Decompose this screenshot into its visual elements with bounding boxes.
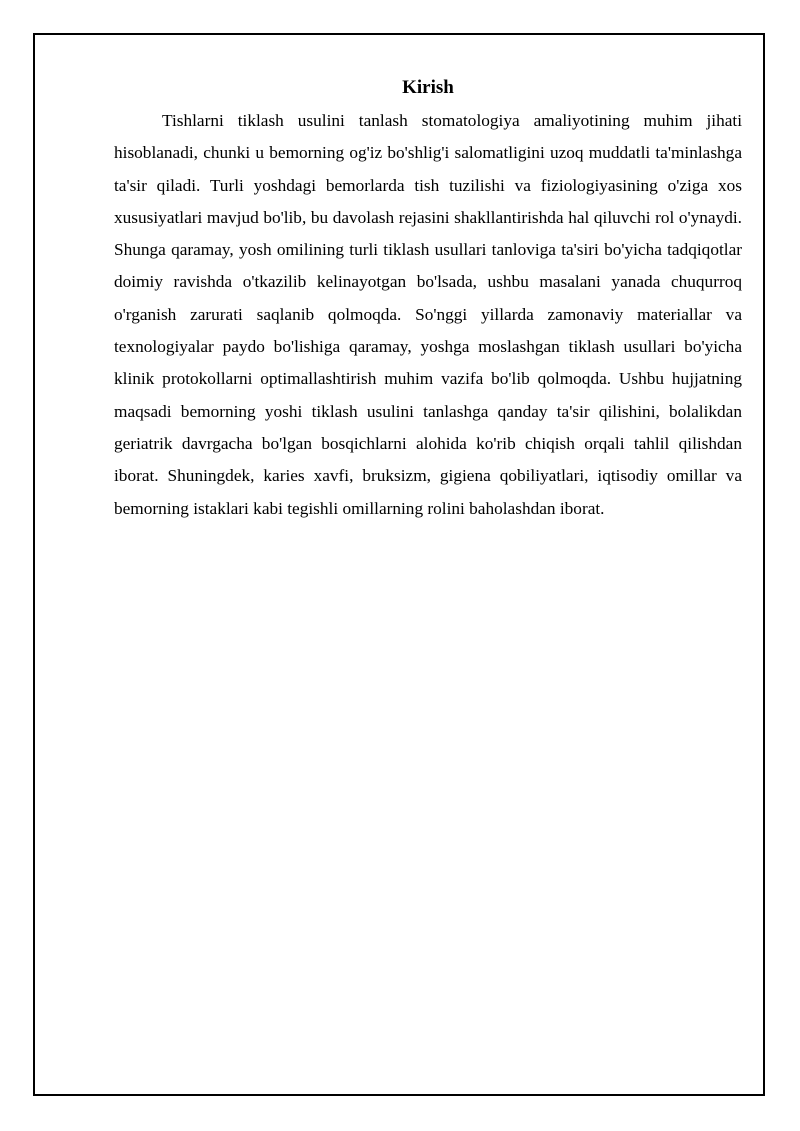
- intro-paragraph: Tishlarni tiklash usulini tanlash stomatologiya amaliyotining muhim jihati hisoblanadi, chunki u bemorning og'iz bo'shlig'i salomatligini uzoq muddatli ta'minlashga ta'sir qiladi. Turli yoshdagi bemorlarda tish tuzilishi va fiziologiyasining o'ziga xos xususiyatlari mavjud bo'lib, bu davolash rejasini shakllantirishda hal qiluvchi rol o'ynaydi. Shunga qaramay, yosh omilining turli tiklash usullari tanloviga ta'siri bo'yicha tadqiqotlar doimiy ravishda o'tkazilib kelinayotgan bo'lsada, ushbu masalani yanada chuqurroq o'rganish zarurati saqlanib qolmoqda. So'nggi yillarda zamonaviy materiallar va texnologiyalar paydo bo'lishiga qaramay, yoshga moslashgan tiklash usullari bo'yicha klinik protokollarni optimallashtirish muhim vazifa bo'lib qolmoqda. Ushbu hujjatning maqsadi bemorning yoshi tiklash usulini tanlashga qanday ta'sir qilishini, bolalikdan geriatrik davrgacha bo'lgan bosqichlarni alohida ko'rib chiqish orqali tahlil qilishdan iborat. Shuningdek, karies xavfi, bruksizm, gigiena qobiliyatlari, iqtisodiy omillar va bemorning istaklari kabi tegishli omillarning rolini baholashdan iborat.: [114, 111, 742, 518]
- document-title: Kirish: [402, 77, 454, 98]
- document-content: [114, 74, 742, 525]
